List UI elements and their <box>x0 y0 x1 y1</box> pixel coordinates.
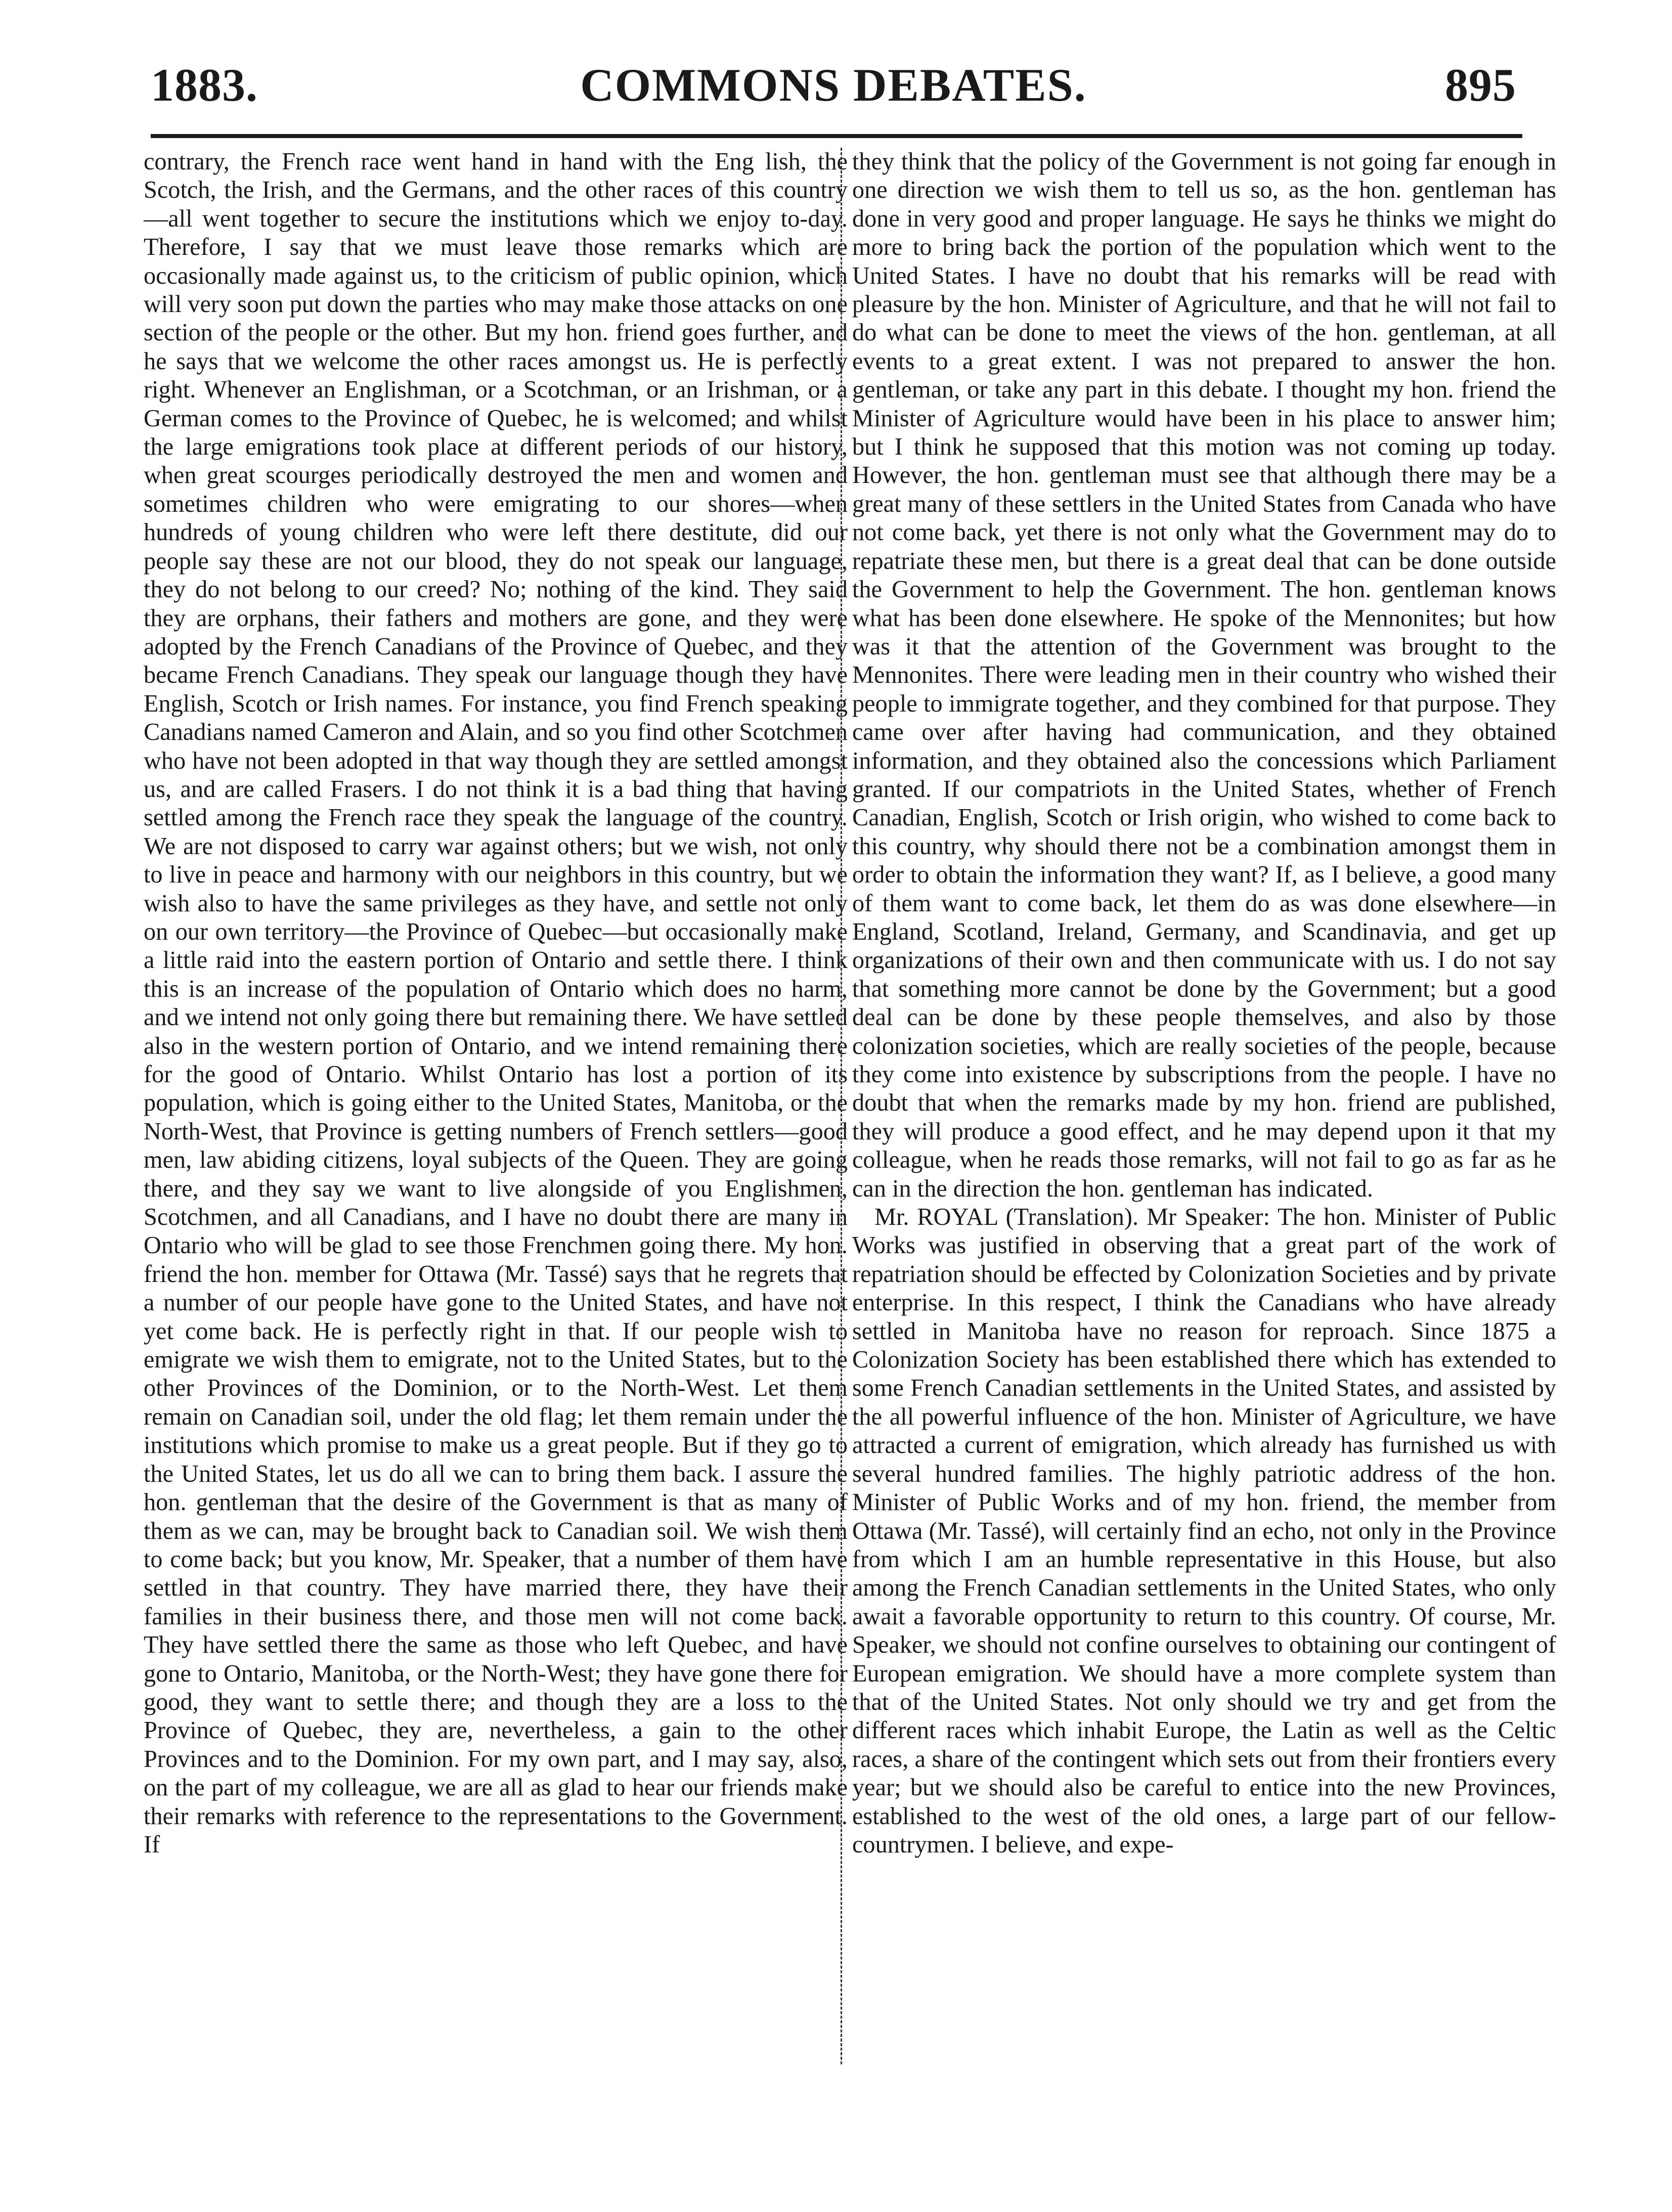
left-column <box>144 148 848 2064</box>
right-paragraph: Mr. ROYAL (Translation). Mr Speaker: The hon. Minister of Public Works was justified in observing that a great part of the work of repatriation should be effected by Colonization Societies and by private enterprise. In this respect, I think the Canadians who have already settled in Manitoba have no reason for reproach. Since 1875 a Colonization Society has been established there which has extended to some French Canadian settlements in the United States, and assisted by the all powerful influence of the hon. Minister of Agriculture, we have attracted a current of emigration, which already has furnished us with several hundred families. The highly patriotic address of the hon. Minister of Public Works and of my hon. friend, the member from Ottawa (Mr. Tassé), will certainly find an echo, not only in the Province from which I am an humble representative in this House, but also among the French Canadian settlements in the United States, who only await a favorable opportunity to return to this country. Of course, Mr. Speaker, we should not confine ourselves to obtaining our contingent of European emigration. We should have a more complete system than that of the United States. Not only should we try and get from the different races which inhabit Europe, the Latin as well as the Celtic races, a share of the contingent which sets out from their frontiers every year; but we should also be careful to entice into the new Provinces, established to the west of the old ones, a large part of our fellow-countrymen. I believe, and expe- <box>852 1204 1556 1858</box>
header-rule <box>151 134 1522 138</box>
header-title: COMMONS DEBATES. <box>580 59 1087 111</box>
left-paragraph: contrary, the French race went hand in hand with the Eng lish, the Scotch, the Irish, and the Germans, and the other races of this country—all went together to secure the institutions which we enjoy to-day. Therefore, I say that we must leave those remarks which are occasionally made against us, to the criticism of public opinion, which will very soon put down the parties who may make those attacks on one section of the people or the other. But my hon. friend goes further, and he says that we welcome the other races amongst us. He is perfectly right. Whenever an Englishman, or a Scotchman, or an Irishman, or a German comes to the Province of Quebec, he is welcomed; and whilst the large emigrations took place at different periods of our history, when great scourges periodically destroyed the men and women and sometimes children who were emigrating to our shores—when hundreds of young children who were left there destitute, did our people say these are not our blood, they do not speak our language, they do not belong to our creed? No; nothing of the kind. They said they are orphans, their fathers and mothers are gone, and they were adopted by the French Canadians of the Province of Quebec, and they became French Canadians. They speak our language though they have English, Scotch or Irish names. For instance, you find French speaking Canadians named Cameron and Alain, and so you find other Scotchmen who have not been adopted in that way though they are settled amongst us, and are called Frasers. I do not think it is a bad thing that having settled among the French race they speak the language of the country. We are not disposed to carry war against others; but we wish, not only to live in peace and harmony with our neighbors in this country, but we wish also to have the same privileges as they have, and settle not only on our own territory—the Province of Quebec—but occasionally make a little raid into the eastern portion of Ontario and settle there. I think this is an increase of the population of Ontario which does no harm, and we intend not only going there but remaining there. We have settled also in the western portion of Ontario, and we intend remaining there for the good of Ontario. Whilst Ontario has lost a portion of its population, which is going either to the United States, Manitoba, or the North-West, that Province is getting numbers of French settlers—good men, law abiding citizens, loyal subjects of the Queen. They are going there, and they say we want to live alongside of you Englishmen, Scotchmen, and all Canadians, and I have no doubt there are many in Ontario who will be glad to see those Frenchmen going there. My hon. friend the hon. member for Ottawa (Mr. Tassé) says that he regrets that a number of our people have gone to the United States, and have not yet come back. He is perfectly right in that. If our people wish to emigrate we wish them to emigrate, not to the United States, but to the other Provinces of the Dominion, or to the North-West. Let them remain on Canadian soil, under the old flag; let them remain under the institutions which promise to make us a great people. But if they go to the United States, let us do all we can to bring them back. I assure the hon. gentleman that the desire of the Government is that as many of them as we can, may be brought back to Canadian soil. We wish them to come back; but you know, Mr. Speaker, that a number of them have settled in that country. They have married there, they have their families in their business there, and those men will not come back. They have settled there the same as those who left Quebec, and have gone to Ontario, Manitoba, or the North-West; they have gone there for good, they want to settle there; and though they are a loss to the Province of Quebec, they are, nevertheless, a gain to the other Provinces and to the Dominion. For my own part, and I may say, also, on the part of my colleague, we are all as glad to hear our friends make their remarks with reference to the representations to the Government. If <box>144 148 848 1858</box>
right-paragraph: they think that the policy of the Government is not going far enough in one direction we wish them to tell us so, as the hon. gentleman has done in very good and proper language. He says he thinks we might do more to bring back the portion of the population which went to the United States. I have no doubt that his remarks will be read with pleasure by the hon. Minister of Agriculture, and that he will not fail to do what can be done to meet the views of the hon. gentleman, at all events to a great extent. I was not prepared to answer the hon. gentleman, or take any part in this debate. I thought my hon. friend the Minister of Agriculture would have been in his place to answer him; but I think he supposed that this motion was not coming up today. However, the hon. gentleman must see that although there may be a great many of these settlers in the United States from Canada who have not come back, yet there is not only what the Government may do to repatriate these men, but there is a great deal that can be done outside the Government to help the Government. The hon. gentleman knows what has been done elsewhere. He spoke of the Mennonites; but how was it that the attention of the Government was brought to the Mennonites. There were leading men in their country who wished their people to immigrate together, and they combined for that purpose. They came over after having had communication, and they obtained information, and they obtained also the concessions which Parliament granted. If our compatriots in the United States, whether of French Canadian, English, Scotch or Irish origin, who wished to come back to this country, why should there not be a combination amongst them in order to obtain the information they want? If, as I believe, a good many of them want to come back, let them do as was done elsewhere—in England, Scotland, Ireland, Germany, and Scandinavia, and get up organizations of their own and then communicate with us. I do not say that something more cannot be done by the Government; but a good deal can be done by these people themselves, and also by those colonization societies, which are really societies of the people, because they come into existence by subscriptions from the people. I have no doubt that when the remarks made by my hon. friend are published, they will produce a good effect, and he may depend upon it that my colleague, when he reads those remarks, will not fail to go as far as he can in the direction the hon. gentleman has indicated. <box>852 148 1556 1202</box>
header-page-number: 895 <box>1445 59 1516 111</box>
header-year: 1883. <box>151 59 258 111</box>
page-header <box>151 58 1516 119</box>
right-column <box>852 148 1556 2064</box>
column-divider <box>841 148 842 2064</box>
